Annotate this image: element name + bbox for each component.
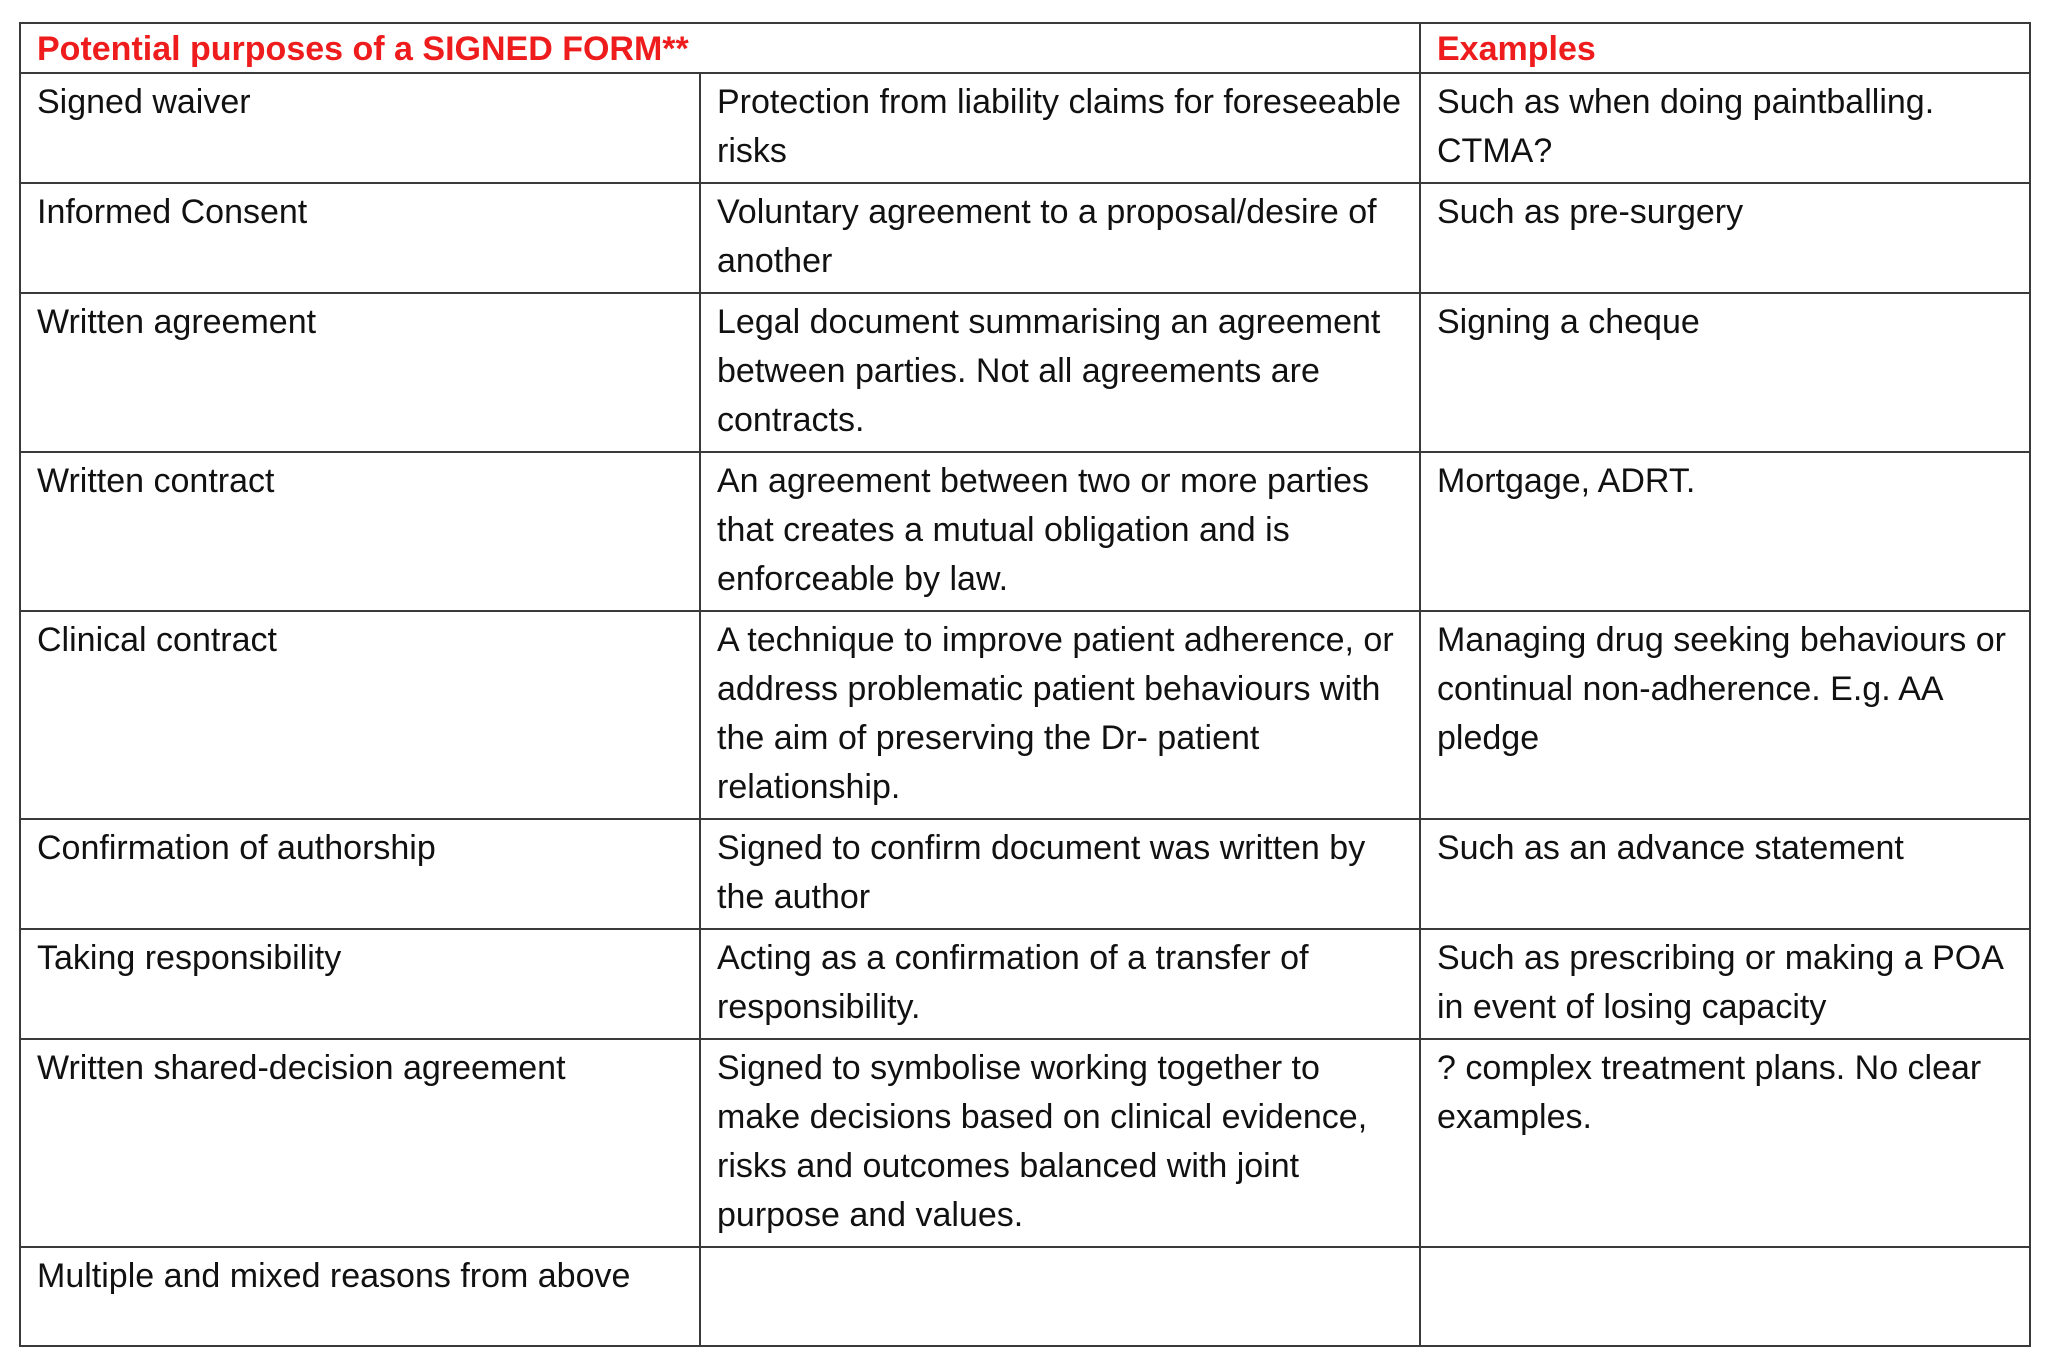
description-cell: A technique to improve patient adherence, or address problematic patient behaviours with the aim of preserving the Dr- patient relationship. <box>700 611 1420 819</box>
purpose-cell: Confirmation of authorship <box>20 819 700 929</box>
example-cell: Such as an advance statement <box>1420 819 2030 929</box>
header-purpose-cell: Potential purposes of a SIGNED FORM** <box>20 23 1420 73</box>
description-cell: Signed to confirm document was written by the author <box>700 819 1420 929</box>
signed-form-purposes-table <box>19 22 2031 1347</box>
purpose-cell: Clinical contract <box>20 611 700 819</box>
example-cell: Such as when doing paintballing. CTMA? <box>1420 73 2030 183</box>
example-cell: Managing drug seeking behaviours or continual non-adherence. E.g. AA pledge <box>1420 611 2030 819</box>
purpose-cell: Informed Consent <box>20 183 700 293</box>
purpose-cell: Written agreement <box>20 293 700 452</box>
table-row <box>20 293 2030 452</box>
example-cell: Such as prescribing or making a POA in event of losing capacity <box>1420 929 2030 1039</box>
example-cell: Such as pre-surgery <box>1420 183 2030 293</box>
header-examples-cell: Examples <box>1420 23 2030 73</box>
example-cell: ? complex treatment plans. No clear examples. <box>1420 1039 2030 1247</box>
purpose-cell: Signed waiver <box>20 73 700 183</box>
table-row <box>20 452 2030 611</box>
description-cell: An agreement between two or more parties that creates a mutual obligation and is enforceable by law. <box>700 452 1420 611</box>
example-cell <box>1420 1247 2030 1346</box>
table-header-row <box>20 23 2030 73</box>
description-cell: Acting as a confirmation of a transfer of responsibility. <box>700 929 1420 1039</box>
purpose-cell: Multiple and mixed reasons from above <box>20 1247 700 1346</box>
purpose-cell: Written shared-decision agreement <box>20 1039 700 1247</box>
purpose-cell: Written contract <box>20 452 700 611</box>
description-cell: Legal document summarising an agreement between parties. Not all agreements are contracts. <box>700 293 1420 452</box>
example-cell: Signing a cheque <box>1420 293 2030 452</box>
description-cell: Signed to symbolise working together to make decisions based on clinical evidence, risks and outcomes balanced with joint purpose and values. <box>700 1039 1420 1247</box>
table-row <box>20 183 2030 293</box>
description-cell: Voluntary agreement to a proposal/desire of another <box>700 183 1420 293</box>
example-cell: Mortgage, ADRT. <box>1420 452 2030 611</box>
purpose-cell: Taking responsibility <box>20 929 700 1039</box>
table-row <box>20 819 2030 929</box>
table-row <box>20 73 2030 183</box>
description-cell <box>700 1247 1420 1346</box>
table-row <box>20 1039 2030 1247</box>
table-row <box>20 929 2030 1039</box>
table-row <box>20 1247 2030 1346</box>
table-row <box>20 611 2030 819</box>
description-cell: Protection from liability claims for foreseeable risks <box>700 73 1420 183</box>
